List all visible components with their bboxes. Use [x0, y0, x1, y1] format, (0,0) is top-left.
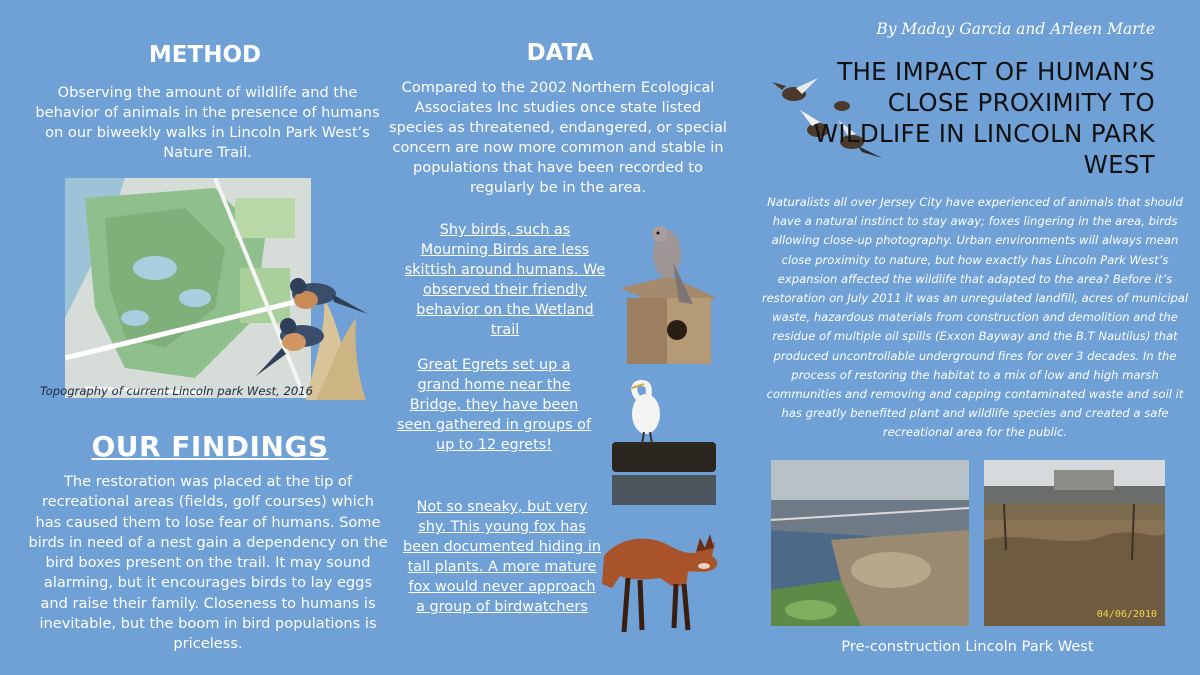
aerial-construction-photo [771, 460, 969, 626]
observation-mourning-birds: Shy birds, such as Mourning Birds are less skittish around humans. We observed their friendly behavior on the Wetland trail [404, 222, 606, 338]
mourning-dove-photo [615, 218, 721, 364]
intro-paragraph: Naturalists all over Jersey City have experienced of animals that should have a natural instinct to stay away; foxes lingering in the area, birds allowing close-up photography. Urban environments will always mean close proximity to nature, but how exactly has Lincoln Park West’s expansion affected the wildlife that adapted to the area? Before it’s restoration on July 2011 it was an unregulated landfill, acres of municipal waste, hazardous materials from construction and demolition and the residue of multiple oil spills (Exxon Bayway and the B.T Nautilus) that produced uncontrollable underground fires for over 3 decades. In the process of restoring the habitat to a mix of low and high marsh communities and removing and capping contaminated waste and soil it has greatly benefited plant and wildlife species and created a safe recreational area for the public. [761, 195, 1189, 440]
landfill-field-photo [984, 460, 1165, 626]
findings-text: The restoration was placed at the tip of recreational areas (fields, golf courses) which has caused them to lose fear of humans. Some birds in need of a nest gain a dependency on the bird boxes present on the trail. It may sound alarming, but it encourages birds to lay eggs and raise their family. Closeness to humans is inevitable, but the boom in bird populations is priceless. [28, 473, 388, 653]
findings-heading: OUR FINDINGS [91, 430, 329, 463]
observation-great-egrets: Great Egrets set up a grand home near the Bridge, they have been seen gathered in groups of up to 12 egrets! [396, 357, 592, 453]
swallows-photo [246, 258, 376, 400]
method-text: Observing the amount of wildlife and the behavior of animals in the presence of humans on our biweekly walks in Lincoln Park West’s Nature Trail. [35, 84, 380, 161]
great-egret-photo [610, 380, 722, 505]
data-text: Compared to the 2002 Northern Ecological Associates Inc studies once state listed species as threatened, endangered, or special concern are now more common and stable in populations that have been recorded to regularly be in the area. [389, 79, 727, 196]
map-caption: Topography of current Lincoln park West, 2016 [40, 384, 313, 398]
poster-title: THE IMPACT OF HUMAN’S CLOSE PROXIMITY TO WILDLIFE IN LINCOLN PARK WEST [813, 57, 1155, 179]
data-heading: DATA [526, 40, 594, 66]
photo-date-stamp: 04/06/2010 [1096, 609, 1157, 620]
observation-young-fox: Not so sneaky, but very shy. This young fox has been documented hiding in tall plants. A more mature fox would never approach a group of birdwatchers [403, 499, 601, 615]
young-fox-photo [600, 526, 725, 634]
pre-construction-caption: Pre-construction Lincoln Park West [841, 638, 1094, 655]
method-heading: METHOD [148, 42, 262, 68]
authors-byline: By Maday Garcia and Arleen Marte [876, 20, 1155, 38]
